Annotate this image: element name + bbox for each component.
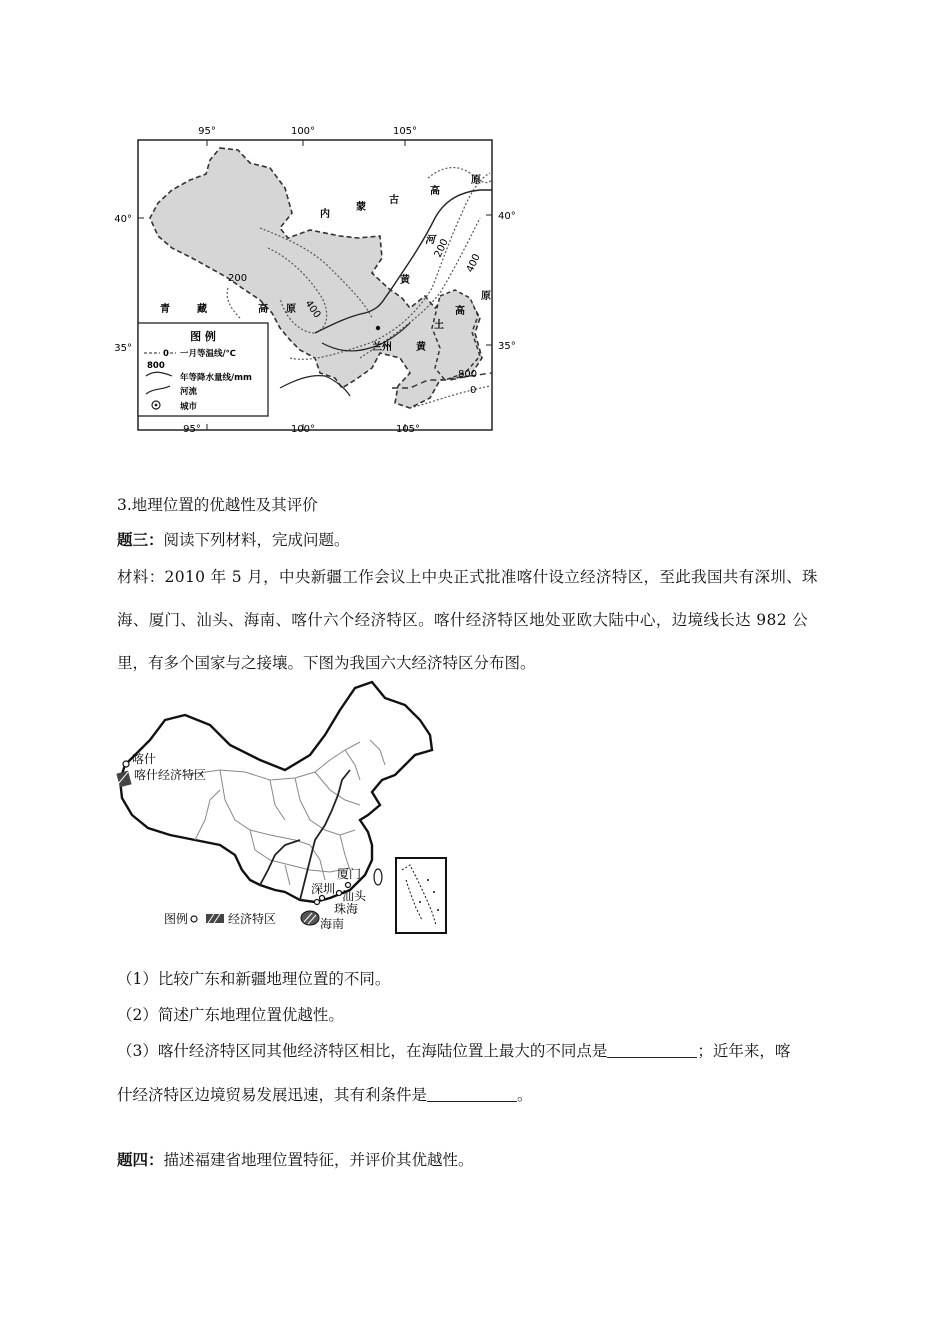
figure2-map xyxy=(110,680,470,940)
lanzhou-city-dot xyxy=(376,326,380,330)
label-gao2: 高 xyxy=(455,306,465,317)
hainan-label: 海南 xyxy=(320,917,345,931)
shantou-label: 汕头 xyxy=(342,889,367,903)
kashi-sez-mark xyxy=(116,771,131,788)
isoline-200b: 200 xyxy=(432,237,451,260)
shenzhen-label: 深圳 xyxy=(311,882,336,896)
china-outline xyxy=(120,682,432,902)
taiwan-island xyxy=(374,869,382,885)
sub-question-3-line2 xyxy=(117,1083,533,1105)
kashi-label: 喀什 xyxy=(132,752,157,766)
label-nei: 内 xyxy=(320,209,330,220)
label-he: 河 xyxy=(425,235,435,246)
lon-bottom-105: 105° xyxy=(395,424,421,435)
material-line-1: 材料：2010 年 5 月，中央新疆工作会议上中央正式批准喀什设立经济特区，至此我国共有深圳、珠 xyxy=(117,568,818,586)
material-line-3: 里，有多个国家与之接壤。下图为我国六大经济特区分布图。 xyxy=(117,654,536,672)
legend-sez-label: 经济特区 xyxy=(228,912,277,926)
isoline-400b: 400 xyxy=(464,252,483,275)
question3-label: 题三： xyxy=(117,530,164,549)
hainan-island xyxy=(301,911,319,925)
kashi-city-dot xyxy=(123,761,129,767)
figure1-map xyxy=(110,118,530,438)
legend-isotherm-label: 一月等温线/℃ xyxy=(180,349,236,359)
figure2-legend xyxy=(164,911,276,926)
zhuhai-dot xyxy=(315,900,320,905)
sub-question-1: （1）比较广东和新疆地理位置的不同。 xyxy=(117,970,391,988)
legend-prefix: 图例 xyxy=(164,912,189,926)
label-qing: 青 xyxy=(160,304,170,315)
label-zang: 藏 xyxy=(197,304,207,315)
label-yuan2: 原 xyxy=(481,291,491,302)
lon-bottom-100: 100° xyxy=(290,424,316,435)
legend-isohyet-label: 年等降水量线/mm xyxy=(180,373,252,383)
label-gao3: 高 xyxy=(258,304,268,315)
lat-right-40: 40° xyxy=(498,211,516,222)
sub-question-3-part2: ；近年来，喀 xyxy=(697,1042,791,1060)
legend-city-label: 城市 xyxy=(180,402,198,412)
lat-left-35: 35° xyxy=(114,343,132,354)
label-gao1: 高 xyxy=(430,186,440,197)
label-lanzhou: 兰州 xyxy=(372,342,392,353)
label-huang1: 黄 xyxy=(400,275,410,286)
label-yuan1: 原 xyxy=(471,175,481,186)
legend-isotherm-value: 0 xyxy=(163,349,169,359)
figure1-svg xyxy=(110,118,530,438)
isoline-800: 800 xyxy=(458,369,478,380)
sub-question-3-part1: （3）喀什经济特区同其他经济特区相比，在海陆位置上最大的不同点是 xyxy=(117,1042,608,1060)
province-borders xyxy=(185,740,385,885)
isoline-200a: 200 xyxy=(228,273,248,284)
xiamen-label: 厦门 xyxy=(337,867,362,881)
material-line-2: 海、厦门、汕头、海南、喀什六个经济特区。喀什经济特区地处亚欧大陆中心，边境线长达 982 公 xyxy=(117,611,809,629)
lat-left-40: 40° xyxy=(114,214,132,225)
answer-blank-2[interactable] xyxy=(427,1087,517,1102)
label-gu: 古 xyxy=(389,195,399,206)
question3-line xyxy=(117,528,350,550)
lat-right-35: 35° xyxy=(498,341,516,352)
lon-top-100: 100° xyxy=(290,126,316,137)
lon-top-95: 95° xyxy=(198,126,216,137)
figure1-legend xyxy=(138,323,268,416)
kashi-sez-label: 喀什经济特区 xyxy=(134,768,207,782)
label-huang2: 黄 xyxy=(416,342,426,353)
isoline-400a: 400 xyxy=(302,298,323,321)
shantou-dot xyxy=(337,891,342,896)
question3-prompt: 阅读下列材料，完成问题。 xyxy=(163,531,350,549)
figure2-labels xyxy=(132,751,367,931)
question4-text: 描述福建省地理位置特征，并评价其优越性。 xyxy=(163,1151,474,1169)
sub-question-3-end: 。 xyxy=(517,1086,533,1104)
zhuhai-label: 珠海 xyxy=(334,902,359,916)
south-china-sea-inset xyxy=(396,858,446,933)
sub-question-3-part3: 什经济特区边境贸易发展迅速，其有利条件是 xyxy=(117,1086,428,1104)
section-heading: 3.地理位置的优越性及其评价 xyxy=(117,496,318,514)
sub-question-3-line1 xyxy=(117,1039,790,1061)
question4-line xyxy=(117,1148,474,1170)
lon-bottom-95: 95° xyxy=(183,424,201,435)
xiamen-dot xyxy=(346,883,351,888)
label-yuan3: 原 xyxy=(286,304,296,315)
legend-title: 图 例 xyxy=(190,330,216,343)
answer-blank-1[interactable] xyxy=(607,1043,697,1058)
shenzhen-dot xyxy=(320,896,325,901)
sub-question-2: （2）简述广东地理位置优越性。 xyxy=(117,1006,344,1024)
legend-isohyet-value: 800 xyxy=(147,361,165,371)
figure2-svg xyxy=(110,680,470,940)
isoline-0: 0 xyxy=(470,385,477,396)
label-tu: 土 xyxy=(434,320,444,331)
legend-river-label: 河流 xyxy=(180,387,198,397)
question4-label: 题四： xyxy=(117,1150,164,1169)
label-meng: 蒙 xyxy=(356,202,366,213)
lon-top-105: 105° xyxy=(392,126,418,137)
